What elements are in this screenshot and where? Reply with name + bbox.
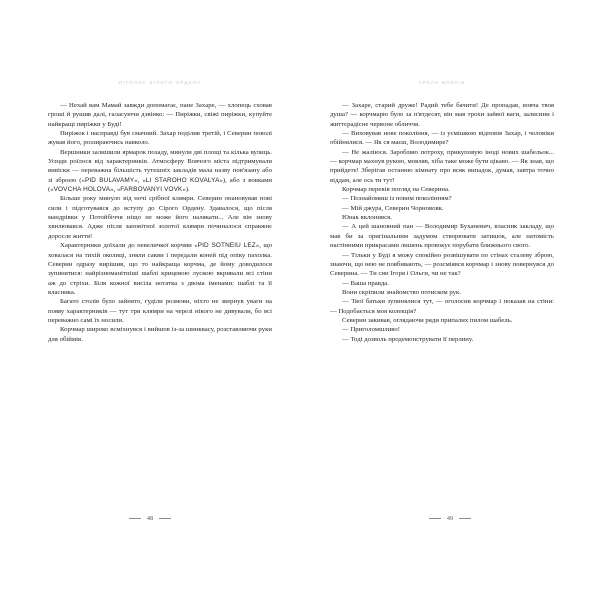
- paragraph: Корчмар перевів погляд на Северина.: [342, 186, 450, 194]
- folio-rule-right-icon: [159, 518, 171, 519]
- paragraph: Корчмар широко всміхнувся і вийшов із-за шинквасу, розставляючи руки для обіймів.: [48, 326, 272, 343]
- paragraph: Юнак вклонився.: [342, 214, 392, 222]
- left-page-body: [48, 101, 272, 344]
- paragraph: Северин закивав, оглядаючи ряди припалих пилом шабель.: [342, 316, 513, 324]
- left-page-number: 48: [146, 515, 154, 522]
- paragraph: — Не жаліюся. Заробляю потроху, прикуповую іноді нових шабельок... — корчмар махнув рукою, мовляв, хіба таке може бути цікаво. — Як знав, що прийдете! Зберігав останню кімнату про всяк випадок, думав, завтра точно віддам, але ось ти тут!: [330, 148, 554, 184]
- paragraph: Пиріжок і насправді був смачний. Захар поділив третій, і Северин поволі жував його, роззираючись навколо.: [48, 130, 272, 147]
- right-page: [300, 0, 600, 600]
- paragraph: — Тоді дозволь продемонструвати її перлину.: [342, 335, 474, 343]
- right-folio: [300, 515, 600, 522]
- paragraph: Характерники доїхали до невеличкої корчми «PID SOTNEIU LEZ», що ховалася на тихій околиці, зняли сакви і передали коней під опіку пахолка. Северин одразу вирішив, що то найкраща корчма, де йому доводилося зупинятися: найрізноманітніші шаблі крицевою лускою вкривали всі стіни аж до стріхи. Біля кожної висіла нотатка з двома іменами: шаблі та її власника.: [48, 242, 272, 296]
- paragraph: — Мій джура, Северин Чорнововк.: [342, 204, 444, 212]
- latin-sign-name: FARBOVANYI VOVK: [120, 186, 183, 194]
- paragraph: Більше року минуло від ночі срібної клямри. Северин опановував нові сили і підготувався до вступу до Сірого Ордену. Здавалося, що після мандрівки у Потойбіччя ніщо не може його налякати... Але він знову хвилювався. Адже після заповітної золотої клямри починалося справжнє доросле життя!: [48, 195, 272, 240]
- paragraph: Багато столів було зайнято, гуділи розмови, ніхто не звернув уваги на появу характерників — тут три клямри на черезі нікого не дивували, бо всі переважно самі їх носили.: [48, 298, 272, 324]
- paragraph: — Познайомиш із новим поколінням?: [342, 195, 452, 203]
- paragraph: — Захаре, старий друже! Радий тебе бачити! Де пропадав, вовча твоя душа? — корчмарю було за п'ятдесят, він мав трохи зайвої ваги, залисини і життєрадісне червоне обличчя.: [330, 102, 554, 128]
- latin-sign-name: PID SOTNEIU LEZ: [197, 242, 256, 250]
- paragraph: — А цей шановний пан — Володимир Буханевич, власник закладу, що мав би за оригінальним задумом створювати затишок, але натомість настінними прикрасами лишень провокує порубати ближнього свого.: [330, 223, 554, 250]
- paragraph: — Приголомшливо!: [342, 326, 401, 334]
- folio-rule-right-icon: [459, 518, 471, 519]
- paragraph: — Твої батьки зупинялися тут, — оголосив корчмар і показав на стіни: — Подобається моя колекція?: [330, 298, 554, 315]
- paragraph: — Нехай вам Мамай завжди допомагає, пане Захаре, — хлопець сховав гроші й рушив далі, галасуючи дзвінко: — Пиріжки, свіжі пиріжки, купуйте найкращі пиріжки у Буді!: [48, 102, 272, 128]
- paragraph: Вони скріпили знайомство потиском рук.: [342, 288, 461, 296]
- paragraph: Вершники залишили ярмарок позаду, минули дві площі та кілька вулиць. Усюди роїлося від характерників. Атмосферу Вовчого міста підтримували вивіски — переважна більшість тутешніх закладів мала назву пов'язану або зі зброєю («PID BULAVAMY», «LI STAROHO KOVALYA»), або з вовками («VOVCHA HOLOVA», «FARBOVANYI VOVK»).: [48, 148, 273, 194]
- folio-rule-left-icon: [429, 518, 441, 519]
- latin-sign-name: LI STAROHO KOVALYA: [145, 176, 220, 184]
- left-running-head: ЛІТОПИС БІЛОГО ОРДЕНУ: [118, 80, 202, 85]
- right-running-head: АРКАН ВОВКІВ: [418, 80, 466, 85]
- paragraph: — Тільки у Буді я можу спокійно розвішувати по стінах сталеву зброю, знаючи, що нею не повбивають, — розсміявся корчмар і знову повернувся до Северина. — Ти син Ігоря і Ольги, чи не так?: [330, 251, 554, 278]
- left-folio: [0, 515, 300, 522]
- latin-sign-name: PID BULAVAMY: [84, 176, 135, 184]
- paragraph: — Ваша правда.: [342, 279, 389, 287]
- folio-rule-left-icon: [129, 518, 141, 519]
- paragraph: — Виховував нове покоління, — із усмішкою відповів Захар, і чоловіки обійнялися. — Як ся маєш, Володимире?: [330, 130, 554, 147]
- right-page-body: [330, 101, 554, 344]
- right-page-number: 49: [446, 515, 454, 522]
- latin-sign-name: VOVCHA HOLOVA: [53, 186, 111, 194]
